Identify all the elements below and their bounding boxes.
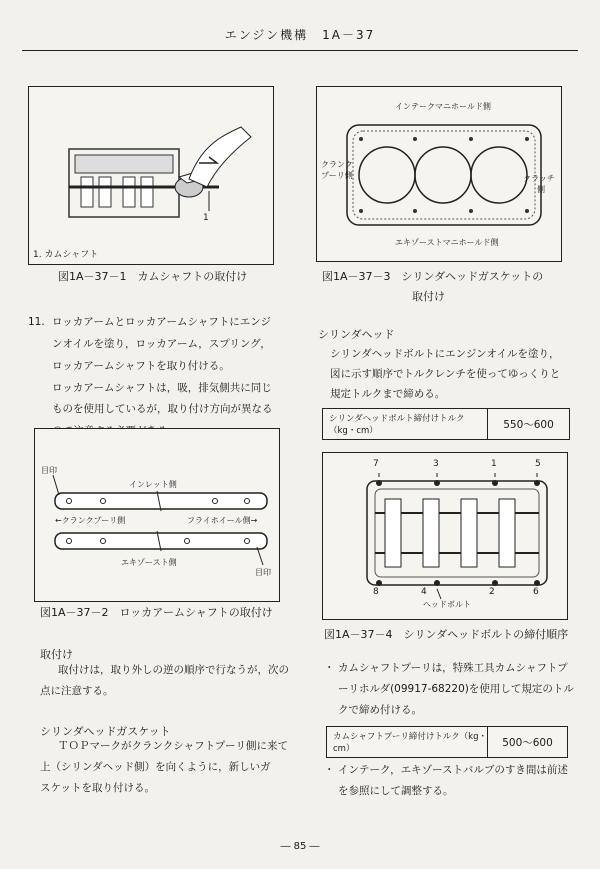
cylinder-head-line-3: 規定トルクまで締める。 bbox=[330, 388, 446, 400]
gasket-line-2: 上（シリンダヘッド側）を向くように，新しいガ bbox=[40, 761, 271, 773]
head-bolt-torque-value: 550～600 bbox=[503, 418, 554, 431]
figure-camshaft bbox=[28, 86, 274, 265]
step-11-line-5: ものを使用しているが，取り付け方向が異なる bbox=[52, 403, 273, 415]
step-11-line-4: ロッカアームシャフトは，吸，排気側共に同じ bbox=[52, 382, 272, 394]
valve-note-line-2: を参照にして調整する。 bbox=[338, 785, 454, 797]
rocker-label-flywheel: フライホイール側→ bbox=[187, 516, 258, 525]
camshaft-note-line-3: クで締め付ける。 bbox=[338, 704, 422, 716]
figure-1-caption: 図1A－37－1 カムシャフトの取付け bbox=[58, 270, 248, 283]
figure-gasket bbox=[316, 86, 562, 262]
gasket-label-exhaust: エキゾーストマニホールド側 bbox=[395, 238, 499, 247]
gasket-heading: シリンダヘッドガスケット bbox=[40, 725, 171, 738]
figure-1-legend: 1. カムシャフト bbox=[33, 250, 99, 260]
install-line-1: 取付けは，取り外しの逆の順序で行なうが，次の bbox=[58, 664, 289, 676]
step-11-line-1: ロッカアームとロッカアームシャフトにエンジ bbox=[52, 316, 271, 328]
cylinder-head-line-1: シリンダヘッドボルトにエンジンオイルを塗り， bbox=[330, 348, 560, 360]
step-number: 11. bbox=[28, 316, 45, 328]
head-bolt-torque-label: シリンダヘッドボルト締付けトルク（kg・cm） bbox=[323, 409, 488, 439]
figure-head-bolt-order bbox=[322, 452, 568, 620]
cylinder-head-heading: シリンダヘッド bbox=[318, 328, 395, 341]
camshaft-drawing bbox=[29, 87, 273, 264]
bolt-number-5: 5 bbox=[535, 459, 541, 469]
gasket-label-intake: インテークマニホールド側 bbox=[395, 102, 491, 111]
step-11-line-3: ロッカアームシャフトを取り付ける。 bbox=[52, 360, 230, 372]
bolt-number-3: 3 bbox=[433, 459, 439, 469]
rocker-label-crank: ←クランクプーリ側 bbox=[55, 516, 126, 525]
install-line-2: 点に注意する。 bbox=[40, 685, 114, 697]
camshaft-note-bullet: ・ bbox=[324, 662, 335, 674]
step-11-line-2: ンオイルを塗り，ロッカアーム，スプリング， bbox=[52, 338, 271, 350]
head-bolt-label: ヘッドボルト bbox=[423, 600, 471, 609]
camshaft-note-line-2: ーリホルダ(09917-68220)を使用して規定のトル bbox=[338, 683, 574, 695]
rocker-mark-bottom: 目印 bbox=[255, 568, 271, 577]
page-header-title: エンジン機構 1A－37 bbox=[224, 28, 376, 42]
valve-note-bullet: ・ bbox=[324, 764, 335, 776]
rocker-label-exhaust: エキゾースト側 bbox=[121, 558, 177, 567]
camshaft-note-line-1: カムシャフトプーリは，特殊工具カムシャフトプ bbox=[338, 662, 568, 674]
figure-2-caption: 図1A－37－2 ロッカアームシャフトの取付け bbox=[40, 606, 273, 619]
bolt-number-8: 8 bbox=[373, 587, 379, 597]
bolt-number-6: 6 bbox=[533, 587, 539, 597]
bolt-number-7: 7 bbox=[373, 459, 379, 469]
gasket-label-clutch-1: クラッチ bbox=[523, 174, 555, 183]
head-bolt-drawing bbox=[323, 453, 567, 619]
page-number: ― 85 ― bbox=[280, 841, 320, 852]
install-heading: 取付け bbox=[40, 648, 73, 661]
bolt-number-1: 1 bbox=[491, 459, 497, 469]
figure-rocker-shaft bbox=[34, 428, 280, 602]
valve-note-line-1: インテーク，エキゾーストバルブのすき間は前述 bbox=[338, 764, 568, 776]
gasket-line-1: ＴＯＰマークがクランクシャフトプーリ側に来て bbox=[58, 740, 288, 752]
camshaft-pulley-torque-label: カムシャフトプーリ締付けトルク（kg・cm） bbox=[327, 727, 488, 757]
bolt-number-2: 2 bbox=[489, 587, 495, 597]
camshaft-pulley-torque-value: 500～600 bbox=[502, 736, 553, 749]
figure-3-caption-line-2: 取付け bbox=[412, 290, 445, 303]
gasket-label-crank-1: クランク bbox=[321, 160, 353, 169]
header-rule bbox=[22, 50, 578, 51]
gasket-label-clutch-2: 側 bbox=[537, 185, 545, 194]
camshaft-pulley-torque-table bbox=[326, 726, 568, 758]
head-bolt-torque-table bbox=[322, 408, 570, 440]
gasket-line-3: スケットを取り付ける。 bbox=[40, 782, 155, 794]
figure-4-caption: 図1A－37－4 シリンダヘッドボルトの締付順序 bbox=[324, 628, 569, 641]
bolt-number-4: 4 bbox=[421, 587, 427, 597]
rocker-label-inlet: インレット側 bbox=[129, 480, 177, 489]
figure-3-caption-line-1: 図1A－37－3 シリンダヘッドガスケットの bbox=[322, 270, 544, 283]
cylinder-head-line-2: 図に示す順序でトルクレンチを使ってゆっくりと bbox=[330, 368, 561, 380]
gasket-label-crank-2: プーリ側 bbox=[321, 171, 353, 180]
figure-1-part-number: 1 bbox=[203, 213, 209, 223]
rocker-mark-top: 目印 bbox=[41, 466, 57, 475]
